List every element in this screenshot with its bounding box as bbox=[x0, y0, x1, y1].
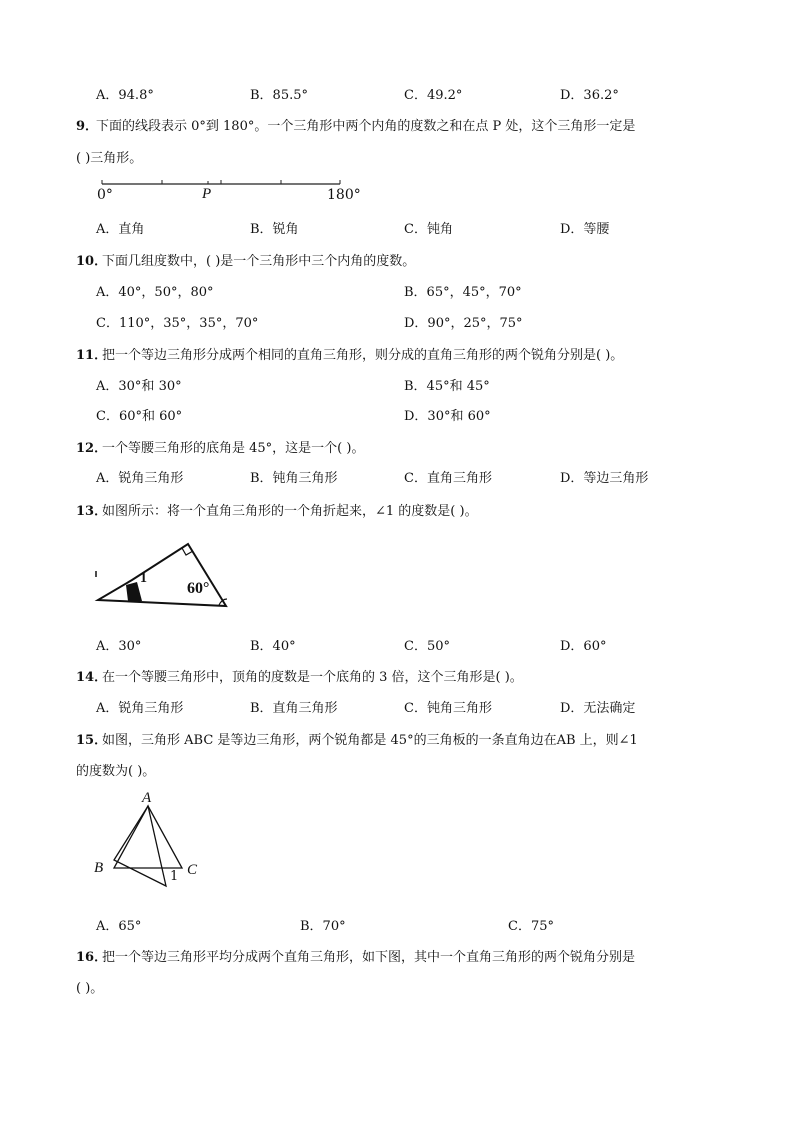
q9-option-d[interactable]: D．等腰 bbox=[560, 222, 610, 237]
q14-text: 在一个等腰三角形中，顶角的度数是一个底角的 3 倍，这个三角形是( )。 bbox=[102, 670, 523, 685]
q14-option-d[interactable]: D．无法确定 bbox=[560, 701, 636, 716]
q14-option-a[interactable]: A．锐角三角形 bbox=[96, 701, 184, 716]
q12-option-b[interactable]: B．钝角三角形 bbox=[250, 471, 338, 486]
q10-option-c[interactable]: C．110°，35°，35°，70° bbox=[96, 316, 259, 331]
q9-label-zero: 0° bbox=[97, 187, 113, 203]
q11-option-a[interactable]: A．30°和 30° bbox=[96, 379, 182, 394]
q16-text-line2: ( )。 bbox=[76, 981, 104, 996]
q11-text: 把一个等边三角形分成两个相同的直角三角形，则分成的直角三角形的两个锐角分别是( )。 bbox=[102, 348, 624, 363]
q15-option-c[interactable]: C．75° bbox=[508, 919, 554, 934]
triangle-abc bbox=[114, 806, 182, 868]
q13-option-a[interactable]: A．30° bbox=[96, 639, 142, 654]
q12-option-a[interactable]: A．锐角三角形 bbox=[96, 471, 184, 486]
q9-text-line2: ( )三角形。 bbox=[76, 151, 143, 166]
q9-number: 9． bbox=[76, 119, 99, 134]
q15-label-b: B bbox=[94, 860, 104, 876]
q15-option-a[interactable]: A．65° bbox=[96, 919, 142, 934]
set-square bbox=[114, 806, 166, 886]
q9-label-p: P bbox=[202, 186, 212, 202]
q12-option-d[interactable]: D．等边三角形 bbox=[560, 471, 649, 486]
q13-option-d[interactable]: D．60° bbox=[560, 639, 607, 654]
q13-angle-1-label: 1 bbox=[140, 571, 147, 586]
q14-option-c[interactable]: C．钝角三角形 bbox=[404, 701, 492, 716]
q9-number-line-figure bbox=[90, 172, 450, 212]
q9-option-b[interactable]: B．锐角 bbox=[250, 222, 299, 237]
q10-option-b[interactable]: B．65°，45°，70° bbox=[404, 285, 522, 300]
q16-text-line1: 把一个等边三角形平均分成两个直角三角形，如下图，其中一个直角三角形的两个锐角分别是 bbox=[102, 950, 636, 965]
q12-text: 一个等腰三角形的底角是 45°，这是一个( )。 bbox=[102, 441, 365, 456]
q8-option-c[interactable]: C．49.2° bbox=[404, 88, 463, 103]
q10-option-a[interactable]: A．40°，50°，80° bbox=[96, 285, 214, 300]
q15-label-c: C bbox=[187, 862, 198, 878]
q13-folded-triangle-figure bbox=[92, 535, 242, 625]
q9-label-180: 180° bbox=[327, 187, 361, 203]
q15-triangle-figure bbox=[92, 790, 232, 890]
q9-option-a[interactable]: A．直角 bbox=[96, 222, 145, 237]
q14-option-b[interactable]: B．直角三角形 bbox=[250, 701, 338, 716]
q10-text: 下面几组度数中，( )是一个三角形中三个内角的度数。 bbox=[102, 254, 416, 269]
q12-option-c[interactable]: C．直角三角形 bbox=[404, 471, 492, 486]
q15-option-b[interactable]: B．70° bbox=[300, 919, 346, 934]
q12-number: 12． bbox=[76, 441, 108, 456]
q8-option-d[interactable]: D．36.2° bbox=[560, 88, 619, 103]
q15-label-1: 1 bbox=[170, 869, 179, 884]
q11-number: 11． bbox=[76, 348, 108, 363]
q15-text-line1: 如图，三角形 ABC 是等边三角形，两个锐角都是 45°的三角板的一条直角边在AB 上，则∠1 bbox=[102, 733, 638, 748]
q9-option-c[interactable]: C．钝角 bbox=[404, 222, 453, 237]
q8-option-b[interactable]: B．85.5° bbox=[250, 88, 308, 103]
q10-number: 10． bbox=[76, 254, 108, 269]
q16-number: 16． bbox=[76, 950, 108, 965]
q13-text: 如图所示：将一个直角三角形的一个角折起来，∠1 的度数是( )。 bbox=[102, 504, 478, 519]
q11-option-b[interactable]: B．45°和 45° bbox=[404, 379, 490, 394]
q11-option-c[interactable]: C．60°和 60° bbox=[96, 409, 183, 424]
q8-option-a[interactable]: A．94.8° bbox=[96, 88, 154, 103]
q13-option-c[interactable]: C．50° bbox=[404, 639, 450, 654]
q10-option-d[interactable]: D．90°，25°，75° bbox=[404, 316, 523, 331]
q14-number: 14． bbox=[76, 670, 108, 685]
q13-60-degree-label: 60° bbox=[187, 580, 210, 597]
q13-option-b[interactable]: B．40° bbox=[250, 639, 296, 654]
q9-text-line1: 下面的线段表示 0°到 180°。一个三角形中两个内角的度数之和在点 P 处，这个三角形一定是 bbox=[96, 119, 636, 134]
q11-option-d[interactable]: D．30°和 60° bbox=[404, 409, 491, 424]
q15-text-line2: 的度数为( )。 bbox=[76, 764, 156, 779]
q15-number: 15． bbox=[76, 733, 108, 748]
q15-label-a: A bbox=[142, 790, 152, 806]
q13-number: 13． bbox=[76, 504, 108, 519]
